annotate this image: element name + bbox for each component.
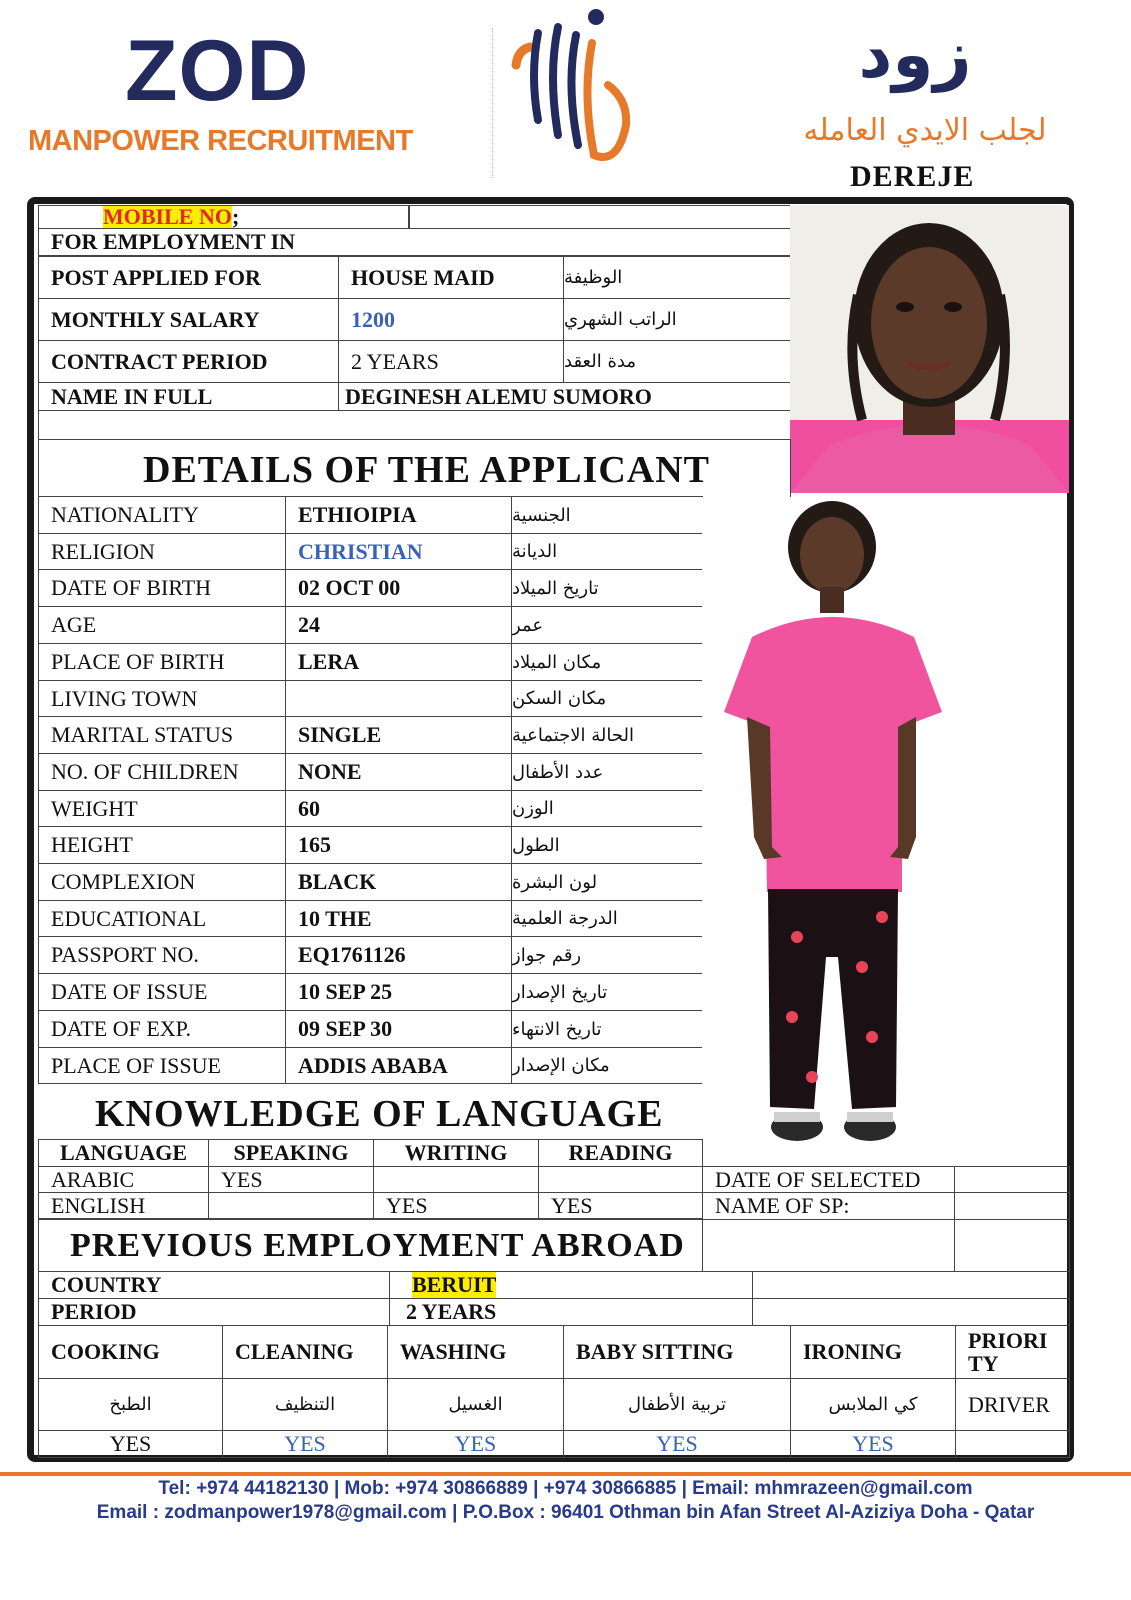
details-title: DETAILS OF THE APPLICANT: [143, 449, 711, 491]
brand-mark-icon: [508, 5, 638, 175]
country-value: BERUIT: [412, 1272, 497, 1297]
detail-label: [38, 716, 286, 754]
detail-arabic: [511, 533, 703, 570]
detail-label-text: COMPLEXION: [51, 869, 196, 894]
language-header: [38, 1139, 209, 1167]
sp-name-label: NAME OF SP:: [715, 1193, 850, 1218]
detail-value: [285, 606, 512, 644]
detail-label-text: DATE OF EXP.: [51, 1016, 191, 1041]
detail-arabic-text: مكان السكن: [512, 688, 607, 709]
skill-header-text: CLEANING: [235, 1339, 354, 1364]
detail-label-text: NO. OF CHILDREN: [51, 759, 239, 784]
brand-arabic-subtitle: لجلب الايدي العامله: [803, 113, 1047, 148]
detail-value-text: CHRISTIAN: [298, 538, 423, 564]
skill-header: [387, 1325, 564, 1379]
detail-arabic-text: الوزن: [512, 798, 554, 819]
language-header: [538, 1139, 703, 1167]
skill-arabic-text: الغسيل: [448, 1394, 503, 1415]
detail-value: [285, 569, 512, 607]
skill-header-text: BABY SITTING: [576, 1339, 734, 1364]
detail-arabic-text: الدرجة العلمية: [512, 908, 618, 929]
language-cell: [208, 1192, 374, 1219]
priority-header-text: PRIORI: [968, 1327, 1048, 1353]
detail-label: [38, 973, 286, 1011]
contract-label: CONTRACT PERIOD: [51, 348, 268, 374]
date-selected-value: [954, 1166, 1070, 1193]
language-cell-text: ENGLISH: [51, 1192, 146, 1218]
detail-label-text: DATE OF BIRTH: [51, 575, 212, 600]
detail-label: [38, 1010, 286, 1048]
detail-arabic: [511, 790, 703, 827]
detail-value-text: 10 SEP 25: [298, 979, 393, 1004]
detail-label: [38, 753, 286, 791]
employment-in-cell: [38, 228, 791, 256]
detail-label-text: NATIONALITY: [51, 502, 199, 527]
detail-arabic: [511, 643, 703, 681]
detail-label-text: MARITAL STATUS: [51, 722, 234, 747]
detail-value: [285, 826, 512, 864]
salary-ar: الراتب الشهري: [564, 309, 677, 330]
detail-value-text: ADDIS ABABA: [298, 1052, 448, 1078]
employment-in-label: FOR EMPLOYMENT IN: [51, 229, 296, 254]
skill-value-text: YES: [656, 1431, 698, 1456]
skill-arabic: [563, 1378, 791, 1431]
detail-value-text: 10 THE: [298, 905, 372, 931]
language-cell: [208, 1166, 374, 1193]
detail-arabic: [511, 900, 703, 937]
date-selected-cell: [702, 1166, 955, 1193]
detail-arabic: [511, 680, 703, 717]
portrait-photo: [790, 205, 1069, 493]
contract-ar: مدة العقد: [564, 351, 636, 372]
detail-value-text: NONE: [298, 759, 362, 784]
salary-value: 1200: [351, 306, 395, 332]
sp-name-cell: [702, 1192, 955, 1220]
detail-value: [285, 533, 512, 570]
skill-value-text: YES: [109, 1431, 152, 1456]
skill-value: [222, 1430, 388, 1458]
post-value-cell: [338, 256, 564, 299]
name-label: NAME IN FULL: [51, 383, 213, 409]
detail-label-text: PASSPORT NO.: [51, 942, 199, 967]
detail-value: [285, 643, 512, 681]
detail-arabic-text: الحالة الاجتماعية: [512, 724, 634, 746]
detail-value-text: 165: [298, 832, 331, 857]
detail-arabic: [511, 716, 703, 754]
contract-value-cell: [338, 340, 564, 383]
date-selected-label: DATE OF SELECTED: [715, 1166, 921, 1192]
detail-value-text: EQ1761126: [298, 942, 406, 967]
detail-value-text: SINGLE: [298, 722, 382, 747]
header-divider: [492, 28, 493, 178]
period-value: 2 YEARS: [406, 1299, 497, 1324]
detail-value: [285, 716, 512, 754]
skill-arabic: [38, 1378, 223, 1431]
brand-logo-text: ZOD: [125, 23, 310, 119]
detail-label: [38, 606, 286, 644]
detail-arabic: [511, 496, 703, 534]
detail-arabic: [511, 606, 703, 644]
contract-ar-cell: [563, 340, 791, 383]
language-header-text: WRITING: [404, 1140, 508, 1165]
detail-label: [38, 643, 286, 681]
detail-label: [38, 680, 286, 717]
detail-arabic: [511, 569, 703, 607]
detail-value: [285, 1047, 512, 1084]
detail-arabic-text: عمر: [512, 614, 544, 636]
skill-arabic: [222, 1378, 388, 1431]
skill-arabic-text: تربية الأطفال: [627, 1394, 726, 1415]
detail-arabic-text: تاريخ الميلاد: [512, 577, 599, 599]
detail-arabic: [511, 1047, 703, 1084]
detail-arabic-text: لون البشرة: [512, 871, 598, 893]
detail-arabic-text: الديانة: [512, 541, 558, 562]
detail-value: [285, 496, 512, 534]
priority-value: [955, 1378, 1070, 1431]
detail-arabic-text: رقم جواز: [512, 944, 582, 966]
detail-value-text: 60: [298, 795, 320, 821]
detail-label: [38, 1047, 286, 1084]
detail-value-text: 09 SEP 30: [298, 1016, 393, 1041]
language-cell-text: YES: [221, 1166, 263, 1192]
skill-arabic-text: كي الملابس: [828, 1394, 918, 1415]
skill-arabic: [387, 1378, 564, 1431]
detail-arabic-text: تاريخ الإصدار: [512, 981, 608, 1003]
language-cell: [38, 1192, 209, 1219]
salary-label: MONTHLY SALARY: [51, 306, 260, 332]
country-label-cell: [38, 1271, 390, 1299]
detail-value-text: BLACK: [298, 869, 377, 894]
post-label-cell: [38, 256, 339, 299]
skill-arabic: [790, 1378, 956, 1431]
priority-blank: [955, 1430, 1070, 1458]
salary-ar-cell: [563, 298, 791, 341]
priority-value-text: DRIVER: [968, 1391, 1050, 1417]
skill-header-text: WASHING: [400, 1339, 507, 1364]
detail-label: [38, 863, 286, 901]
detail-value: [285, 1010, 512, 1048]
language-cell-text: YES: [386, 1192, 428, 1218]
detail-label: [38, 900, 286, 937]
skill-value: [387, 1430, 564, 1458]
detail-label: [38, 826, 286, 864]
mobile-label: MOBILE NO: [103, 205, 232, 229]
blank-row: [38, 410, 791, 440]
detail-arabic-text: الجنسية: [512, 504, 571, 526]
detail-label-text: HEIGHT: [51, 832, 133, 857]
skill-header: [790, 1325, 956, 1379]
country-value-cell: [389, 1271, 753, 1299]
detail-arabic: [511, 826, 703, 864]
sp-name-value: [954, 1192, 1070, 1220]
language-header: [373, 1139, 539, 1167]
footer-divider: [0, 1472, 1131, 1476]
detail-label-text: PLACE OF ISSUE: [51, 1052, 221, 1078]
detail-value-text: LERA: [298, 649, 360, 674]
post-value: HOUSE MAID: [351, 264, 495, 290]
post-ar-cell: [563, 256, 791, 299]
language-header-text: READING: [568, 1140, 673, 1165]
skill-value: [38, 1430, 223, 1458]
country-extra-cell: [752, 1271, 1070, 1299]
salary-label-cell: [38, 298, 339, 341]
blank-side-cell-2: [954, 1219, 1070, 1272]
skill-arabic-text: التنظيف: [274, 1394, 336, 1415]
language-cell-text: YES: [551, 1192, 593, 1218]
detail-label-text: PLACE OF BIRTH: [51, 649, 225, 674]
skill-value: [790, 1430, 956, 1458]
skill-arabic-text: الطبخ: [109, 1394, 152, 1415]
detail-arabic: [511, 863, 703, 901]
name-value: DEGINESH ALEMU SUMORO: [345, 383, 652, 409]
skill-value-text: YES: [454, 1431, 497, 1456]
language-header-text: LANGUAGE: [59, 1140, 188, 1165]
footer-contact-line-1: Tel: +974 44182130 | Mob: +974 30866889 | +974 30866885 | Email: mhmrazeen@gmail.com: [158, 1478, 973, 1499]
language-header-text: SPEAKING: [233, 1140, 349, 1165]
skill-header: [222, 1325, 388, 1379]
period-extra-cell: [752, 1298, 1070, 1326]
detail-value: [285, 753, 512, 791]
brand-arabic-logo: زود: [858, 16, 972, 93]
language-cell: [38, 1166, 209, 1193]
skill-value-text: YES: [852, 1431, 894, 1456]
skill-header: [38, 1325, 223, 1379]
agent-name: DEREJE: [850, 160, 975, 193]
detail-label: [38, 533, 286, 570]
detail-arabic: [511, 1010, 703, 1048]
period-value-cell: [389, 1298, 753, 1326]
skill-header-text: COOKING: [51, 1339, 160, 1364]
language-cell: [373, 1166, 539, 1193]
period-label: PERIOD: [51, 1299, 137, 1324]
post-ar: الوظيفة: [564, 267, 623, 288]
detail-arabic: [511, 936, 703, 974]
language-cell: [538, 1192, 703, 1219]
skill-value: [563, 1430, 791, 1458]
detail-value: [285, 936, 512, 974]
detail-arabic-text: مكان الميلاد: [512, 651, 602, 673]
detail-value: [285, 790, 512, 827]
skill-value-text: YES: [284, 1431, 326, 1456]
language-cell-text: ARABIC: [51, 1166, 135, 1192]
detail-label-text: RELIGION: [51, 538, 155, 564]
detail-value-text: 02 OCT 00: [298, 575, 401, 600]
post-label: POST APPLIED FOR: [51, 264, 261, 290]
detail-label: [38, 790, 286, 827]
priority-header-text: TY: [968, 1351, 999, 1376]
brand-subtitle: MANPOWER RECRUITMENT: [28, 125, 413, 157]
name-label-cell: [38, 382, 339, 411]
full-body-photo: [702, 497, 962, 1165]
detail-label: [38, 569, 286, 607]
language-cell: [373, 1192, 539, 1219]
skill-header: [563, 1325, 791, 1379]
detail-arabic: [511, 753, 703, 791]
name-value-cell: [338, 382, 791, 411]
detail-label: [38, 936, 286, 974]
detail-arabic-text: تاريخ الانتهاء: [512, 1018, 602, 1040]
mobile-suffix: ;: [231, 205, 240, 229]
detail-label-text: EDUCATIONAL: [51, 905, 207, 931]
detail-label-text: LIVING TOWN: [51, 685, 198, 711]
footer-contact-line-2: Email : zodmanpower1978@gmail.com | P.O.Box : 96401 Othman bin Afan Street Al-Aziziya Doha - Qatar: [96, 1502, 1035, 1523]
detail-label-text: WEIGHT: [51, 795, 138, 821]
contract-value: 2 YEARS: [351, 348, 439, 374]
period-label-cell: [38, 1298, 390, 1326]
detail-arabic-text: عدد الأطفال: [512, 761, 604, 783]
detail-value-text: 24: [298, 612, 320, 637]
detail-value: [285, 900, 512, 937]
detail-value: [285, 973, 512, 1011]
mobile-label-cell: [38, 205, 410, 229]
priority-header: [955, 1325, 1070, 1379]
salary-value-cell: [338, 298, 564, 341]
country-label: COUNTRY: [51, 1272, 162, 1297]
blank-side-cell-1: [702, 1219, 955, 1272]
detail-label: [38, 496, 286, 534]
skill-header-text: IRONING: [803, 1339, 903, 1364]
contract-label-cell: [38, 340, 339, 383]
detail-arabic: [511, 973, 703, 1011]
detail-value-text: ETHIOIPIA: [298, 502, 417, 527]
detail-value: [285, 863, 512, 901]
detail-label-text: AGE: [51, 612, 97, 637]
language-cell: [538, 1166, 703, 1193]
previous-title: PREVIOUS EMPLOYMENT ABROAD: [70, 1227, 685, 1264]
language-title: KNOWLEDGE OF LANGUAGE: [95, 1093, 664, 1135]
language-header: [208, 1139, 374, 1167]
detail-label-text: DATE OF ISSUE: [51, 979, 208, 1004]
detail-arabic-text: مكان الإصدار: [512, 1055, 610, 1076]
detail-arabic-text: الطول: [512, 834, 560, 856]
mobile-value-cell: [408, 205, 791, 229]
detail-value: [285, 680, 512, 717]
